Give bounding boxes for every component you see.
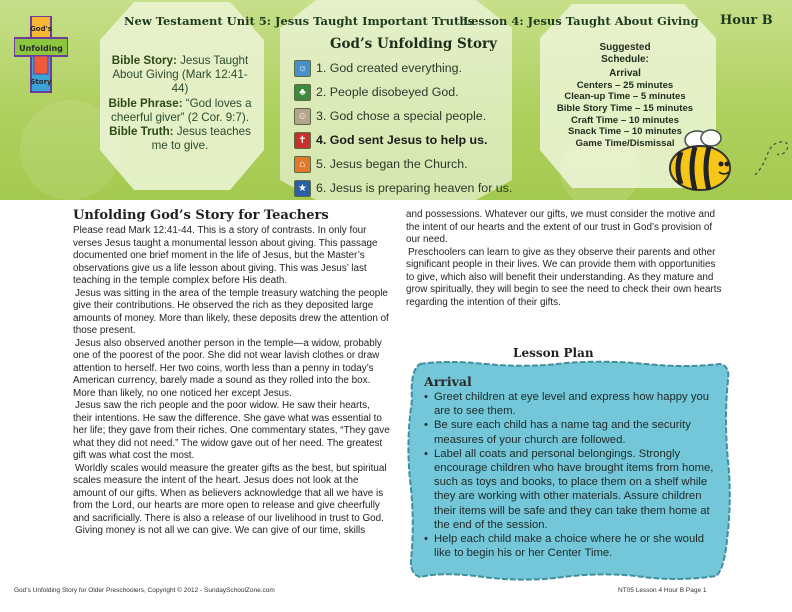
schedule-item: Clean-up Time – 5 minutes [564, 91, 686, 103]
lesson-plan-item: • Label all coats and personal belongings. Strongly encourage children who have brought items from home, such as toys and books, to place them on a shelf while they are working with other materials. Assure children their items will be safe and they can take them home at the end of the session. [424, 447, 724, 532]
schedule-item: Bible Story Time – 15 minutes [556, 102, 694, 114]
bible-story-text: Jesus Taught About Giving (Mark 12:41-44) [112, 54, 249, 96]
garden-icon: ♣ [294, 84, 311, 101]
cross-icon: ✝ [294, 132, 311, 149]
teachers-paragraph: Jesus saw the rich people and the poor widow. He saw their hearts, their intentions. He saw the difference. She gave what was essential to her life; they gave from their riches. One commentary states, “They gave what they did not need.” The widow gave out of her need. The greatest gift was what cost the most. [73, 400, 390, 461]
schedule-title-line2: Schedule: [601, 53, 649, 65]
teachers-section-title: Unfolding God’s Story for Teachers [73, 208, 329, 223]
footer-page-info: NT05 Lesson 4 Hour B Page 1 [618, 587, 707, 594]
story-item-current [294, 128, 512, 152]
heaven-icon: ★ [294, 180, 311, 197]
story-item [294, 56, 512, 80]
story-item-text: 1. God created everything. [316, 61, 463, 75]
bible-truth-label: Bible Truth: [109, 125, 174, 139]
bible-phrase-text: “God loves a cheerful giver” (2 Cor. 9:7). [111, 96, 252, 124]
bee-icon [645, 120, 792, 200]
story-item [294, 152, 512, 176]
lesson-plan-item: • Help each child make a choice where he or she would like to begin his or her Center Time. [424, 532, 724, 560]
lesson-title: Lesson 4: Jesus Taught About Giving [463, 14, 699, 28]
story-item-text: 3. God chose a special people. [316, 109, 487, 123]
schedule-item: Snack Time – 10 minutes [568, 126, 682, 138]
teachers-paragraph: Giving money is not all we can give. We can give of our time, skills [75, 525, 366, 536]
schedule-title-line1: Suggested [599, 42, 651, 53]
lesson-plan-item: • Be sure each child has a name tag and the security measures of your church are followed. [424, 418, 724, 446]
story-item-text: 6. Jesus is preparing heaven for us. [316, 181, 513, 195]
lesson-plan-list [424, 390, 724, 560]
story-list [294, 56, 512, 200]
teachers-paragraph: Jesus also observed another person in the temple—a widow, probably one of the poorest of the poor. She did not wear lavish clothes or draw attention to herself. Her two coins, worth less than a penny in today’s American currency, barely made a sound as they rolled into the box. More than likely, no one noticed her except Jesus. [73, 337, 382, 399]
svg-text:Unfolding: Unfolding [19, 44, 63, 53]
lesson-plan-content [424, 374, 724, 560]
teachers-paragraph: Preschoolers can learn to give as they observe their parents and other significant people in their lives. We can provide them with opportunities to give, which also will benefit their understanding. As they mature and grow spiritually, they will begin to see the need to check their own hearts regarding the intention of their gifts. [406, 246, 722, 308]
teachers-column-left [73, 225, 391, 538]
gods-unfolding-story-logo [14, 16, 68, 94]
teachers-paragraph: Please read Mark 12:41-44. This is a story of contrasts. In only four verses Jesus taught a monumental lesson about giving. This passage documented one brief moment in the life of Jesus, but the Master’s observations give us a life lesson about giving. This was Jesus’ last teaching in the temple complex before His death. [73, 225, 378, 286]
lesson-plan-box [406, 360, 732, 582]
footer-copyright: God’s Unfolding Story for Older Preschoolers, Copyright © 2012 - SundaySchoolZone.com [14, 587, 275, 594]
bible-info-box [106, 54, 254, 153]
svg-text:Story: Story [30, 78, 52, 86]
teachers-paragraph: Jesus was sitting in the area of the temple treasury watching the people give their contributions. He observed the rich as they deposited large amounts of money. More than likely, these deposits drew the attention of those present. [73, 287, 389, 336]
bible-phrase-label: Bible Phrase: [108, 96, 183, 110]
people-icon: ☺ [294, 108, 311, 125]
schedule-item: Centers – 25 minutes [576, 79, 674, 91]
story-item-text: 2. People disobeyed God. [316, 85, 459, 99]
creation-icon: ☼ [294, 60, 311, 77]
story-title: God’s Unfolding Story [330, 36, 497, 52]
bible-truth-text: Jesus teaches me to give. [151, 125, 251, 153]
lesson-plan-title: Lesson Plan [513, 346, 594, 360]
teachers-paragraph: and possessions. Whatever our gifts, we must consider the motive and the intent of our hearts and the extent of our trust in God’s provision of our need. [406, 209, 716, 245]
story-item [294, 176, 512, 200]
teachers-paragraph: Worldly scales would measure the greater gifts as the best, but spiritual scales measure the intent of the heart. Jesus does not look at the amount of our gifts. When as believers acknowledge that all we have is from the Lord, our hearts are more open to release and give cheerfully and sacrificially. There is also a release of our livelihood in trust to God. [73, 462, 387, 524]
lesson-plan-heading: Arrival [424, 374, 472, 389]
story-item-text: 4. God sent Jesus to help us. [316, 133, 488, 147]
schedule-heading: Arrival [609, 68, 641, 80]
story-item [294, 104, 512, 128]
schedule-item: Craft Time – 10 minutes [570, 114, 680, 126]
unit-title: New Testament Unit 5: Jesus Taught Important Truths [124, 14, 475, 28]
svg-text:God's: God's [30, 25, 52, 33]
header-band [0, 0, 792, 200]
church-icon: ⌂ [294, 156, 311, 173]
story-item-text: 5. Jesus began the Church. [316, 157, 468, 171]
schedule-item: Game Time/Dismissal [575, 137, 675, 149]
hour-label: Hour B [720, 13, 773, 28]
teachers-column-right [406, 209, 724, 309]
story-item [294, 80, 512, 104]
lesson-plan-item: • Greet children at eye level and express how happy you are to see them. [424, 390, 724, 418]
bible-story-label: Bible Story: [111, 54, 177, 67]
